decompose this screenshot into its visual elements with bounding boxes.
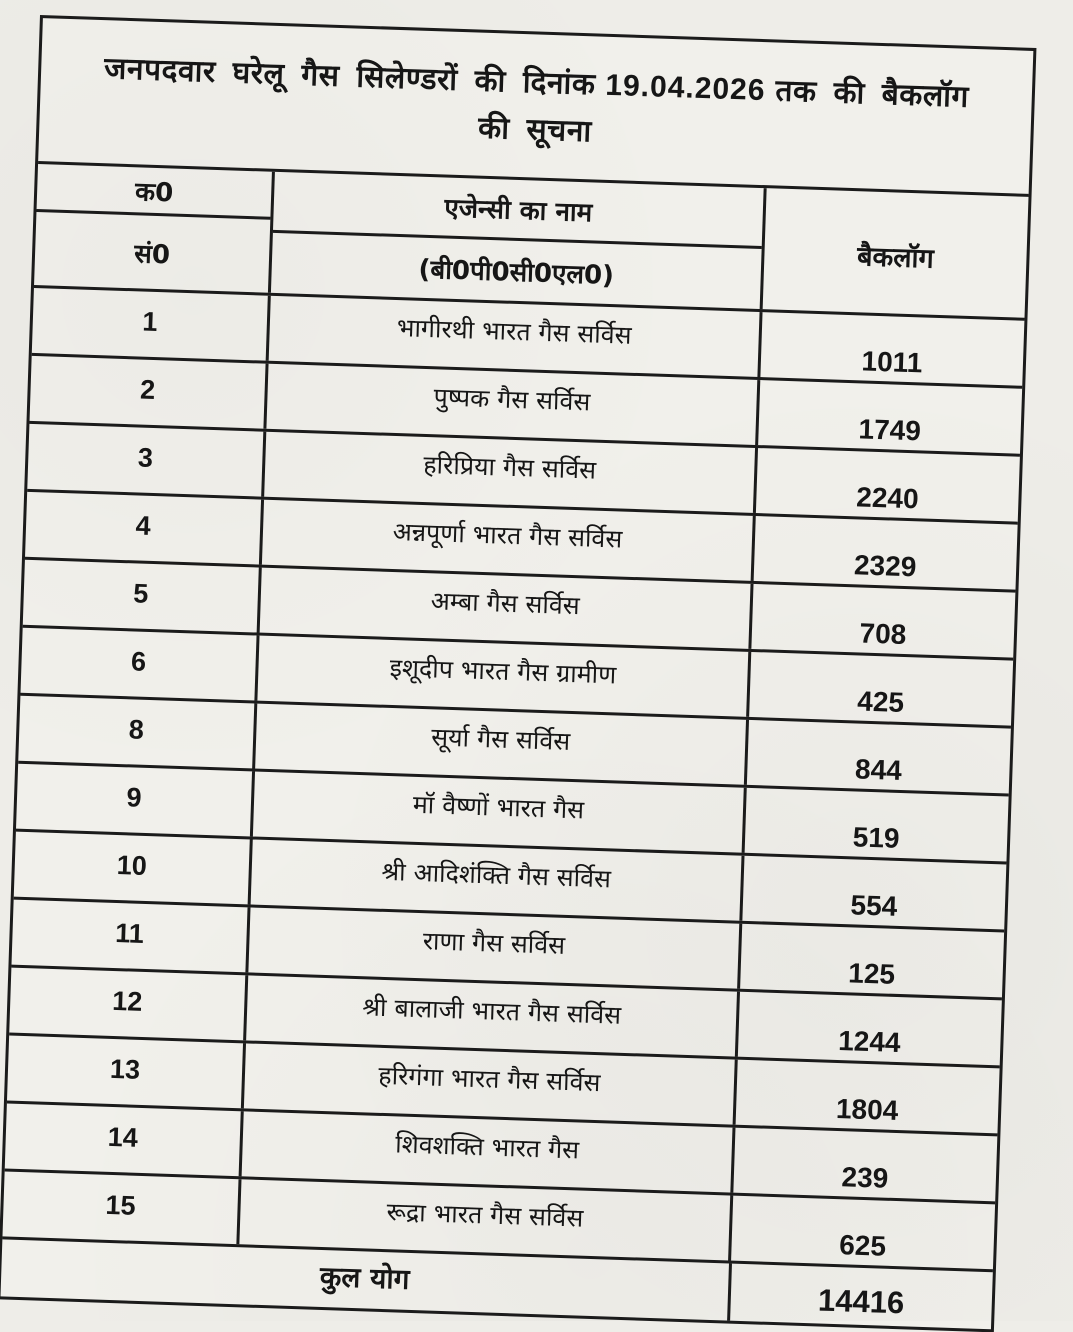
- header-serial-line2: सं0: [133, 238, 171, 270]
- backlog-value: 844: [744, 720, 1011, 794]
- serial-number: 8: [128, 714, 145, 745]
- serial-number: 1: [141, 306, 158, 338]
- agency-name: रूद्रा भारत गैस सर्विस: [236, 1179, 730, 1260]
- serial-number: 3: [137, 442, 154, 473]
- total-label: कुल योग: [319, 1259, 410, 1296]
- serial-number: 12: [111, 985, 143, 1017]
- title-prefix: जनपदवार घरेलू गैस सिलेण्डरों की दिनांक: [103, 50, 597, 102]
- backlog-value: 708: [748, 584, 1015, 658]
- serial-number: 5: [132, 578, 149, 609]
- backlog-value: 625: [728, 1196, 995, 1270]
- backlog-value: 1244: [735, 992, 1002, 1066]
- header-serial-cell: [34, 164, 272, 293]
- backlog-value: 425: [746, 652, 1013, 726]
- serial-number: 15: [105, 1189, 137, 1221]
- document-title-line2: की सूचना: [477, 110, 593, 149]
- backlog-value: 1749: [755, 380, 1022, 454]
- agency-name: राणा गैस सर्विस: [245, 907, 739, 988]
- serial-number: 9: [126, 782, 143, 813]
- serial-number: 14: [107, 1121, 139, 1153]
- title-date: 19.04.2026: [604, 68, 767, 107]
- backlog-value: 2240: [753, 448, 1020, 522]
- serial-number: 4: [135, 510, 152, 541]
- agency-name: इशूदीप भारत गैस ग्रामीण: [254, 636, 748, 717]
- backlog-value: 125: [737, 924, 1004, 998]
- agency-name: हरिगंगा भारत गैस सर्विस: [241, 1043, 735, 1124]
- serial-number: 6: [130, 646, 147, 677]
- serial-number: 11: [114, 918, 145, 949]
- table-body: [2, 285, 1024, 1269]
- backlog-value: 519: [742, 788, 1009, 862]
- agency-name: श्री बालाजी भारत गैस सर्विस: [243, 975, 737, 1056]
- backlog-value: 1804: [733, 1060, 1000, 1134]
- total-value: 14416: [727, 1264, 993, 1330]
- backlog-value: 554: [739, 856, 1006, 930]
- header-serial-line1: क0: [36, 164, 271, 220]
- agency-name: सूर्या गैस सर्विस: [252, 703, 746, 784]
- serial-number: 10: [116, 850, 148, 882]
- header-agency-line1: एजेन्सी का नाम: [273, 172, 764, 249]
- agency-name: श्री आदिशंक्ति गैस सर्विस: [248, 839, 742, 920]
- agency-name: शिवशक्ति भारत गैस: [239, 1111, 733, 1192]
- header-agency-line2: (बी0पी0सी0एल0): [418, 254, 615, 292]
- agency-name: मॉ वैष्णों भारत गैस: [250, 771, 744, 852]
- backlog-value: 239: [730, 1128, 997, 1202]
- agency-name: पुष्पक गैस सर्विस: [263, 364, 757, 445]
- agency-name: हरिप्रिया गैस सर्विस: [261, 432, 755, 513]
- scanned-table: [0, 15, 1036, 1332]
- header-agency-cell: [268, 172, 764, 309]
- agency-name: भागीरथी भारत गैस सर्विस: [266, 296, 760, 377]
- agency-name: अन्नपूर्णा भारत गैस सर्विस: [259, 500, 753, 581]
- agency-name: अम्बा गैस सर्विस: [257, 568, 751, 649]
- backlog-value: 2329: [751, 516, 1018, 590]
- header-backlog-cell: बैकलॉग: [760, 188, 1029, 318]
- serial-number: 2: [139, 374, 156, 406]
- title-suffix: तक की बैकलॉग: [774, 72, 970, 115]
- serial-number: 13: [109, 1053, 141, 1085]
- backlog-value: 1011: [757, 312, 1024, 386]
